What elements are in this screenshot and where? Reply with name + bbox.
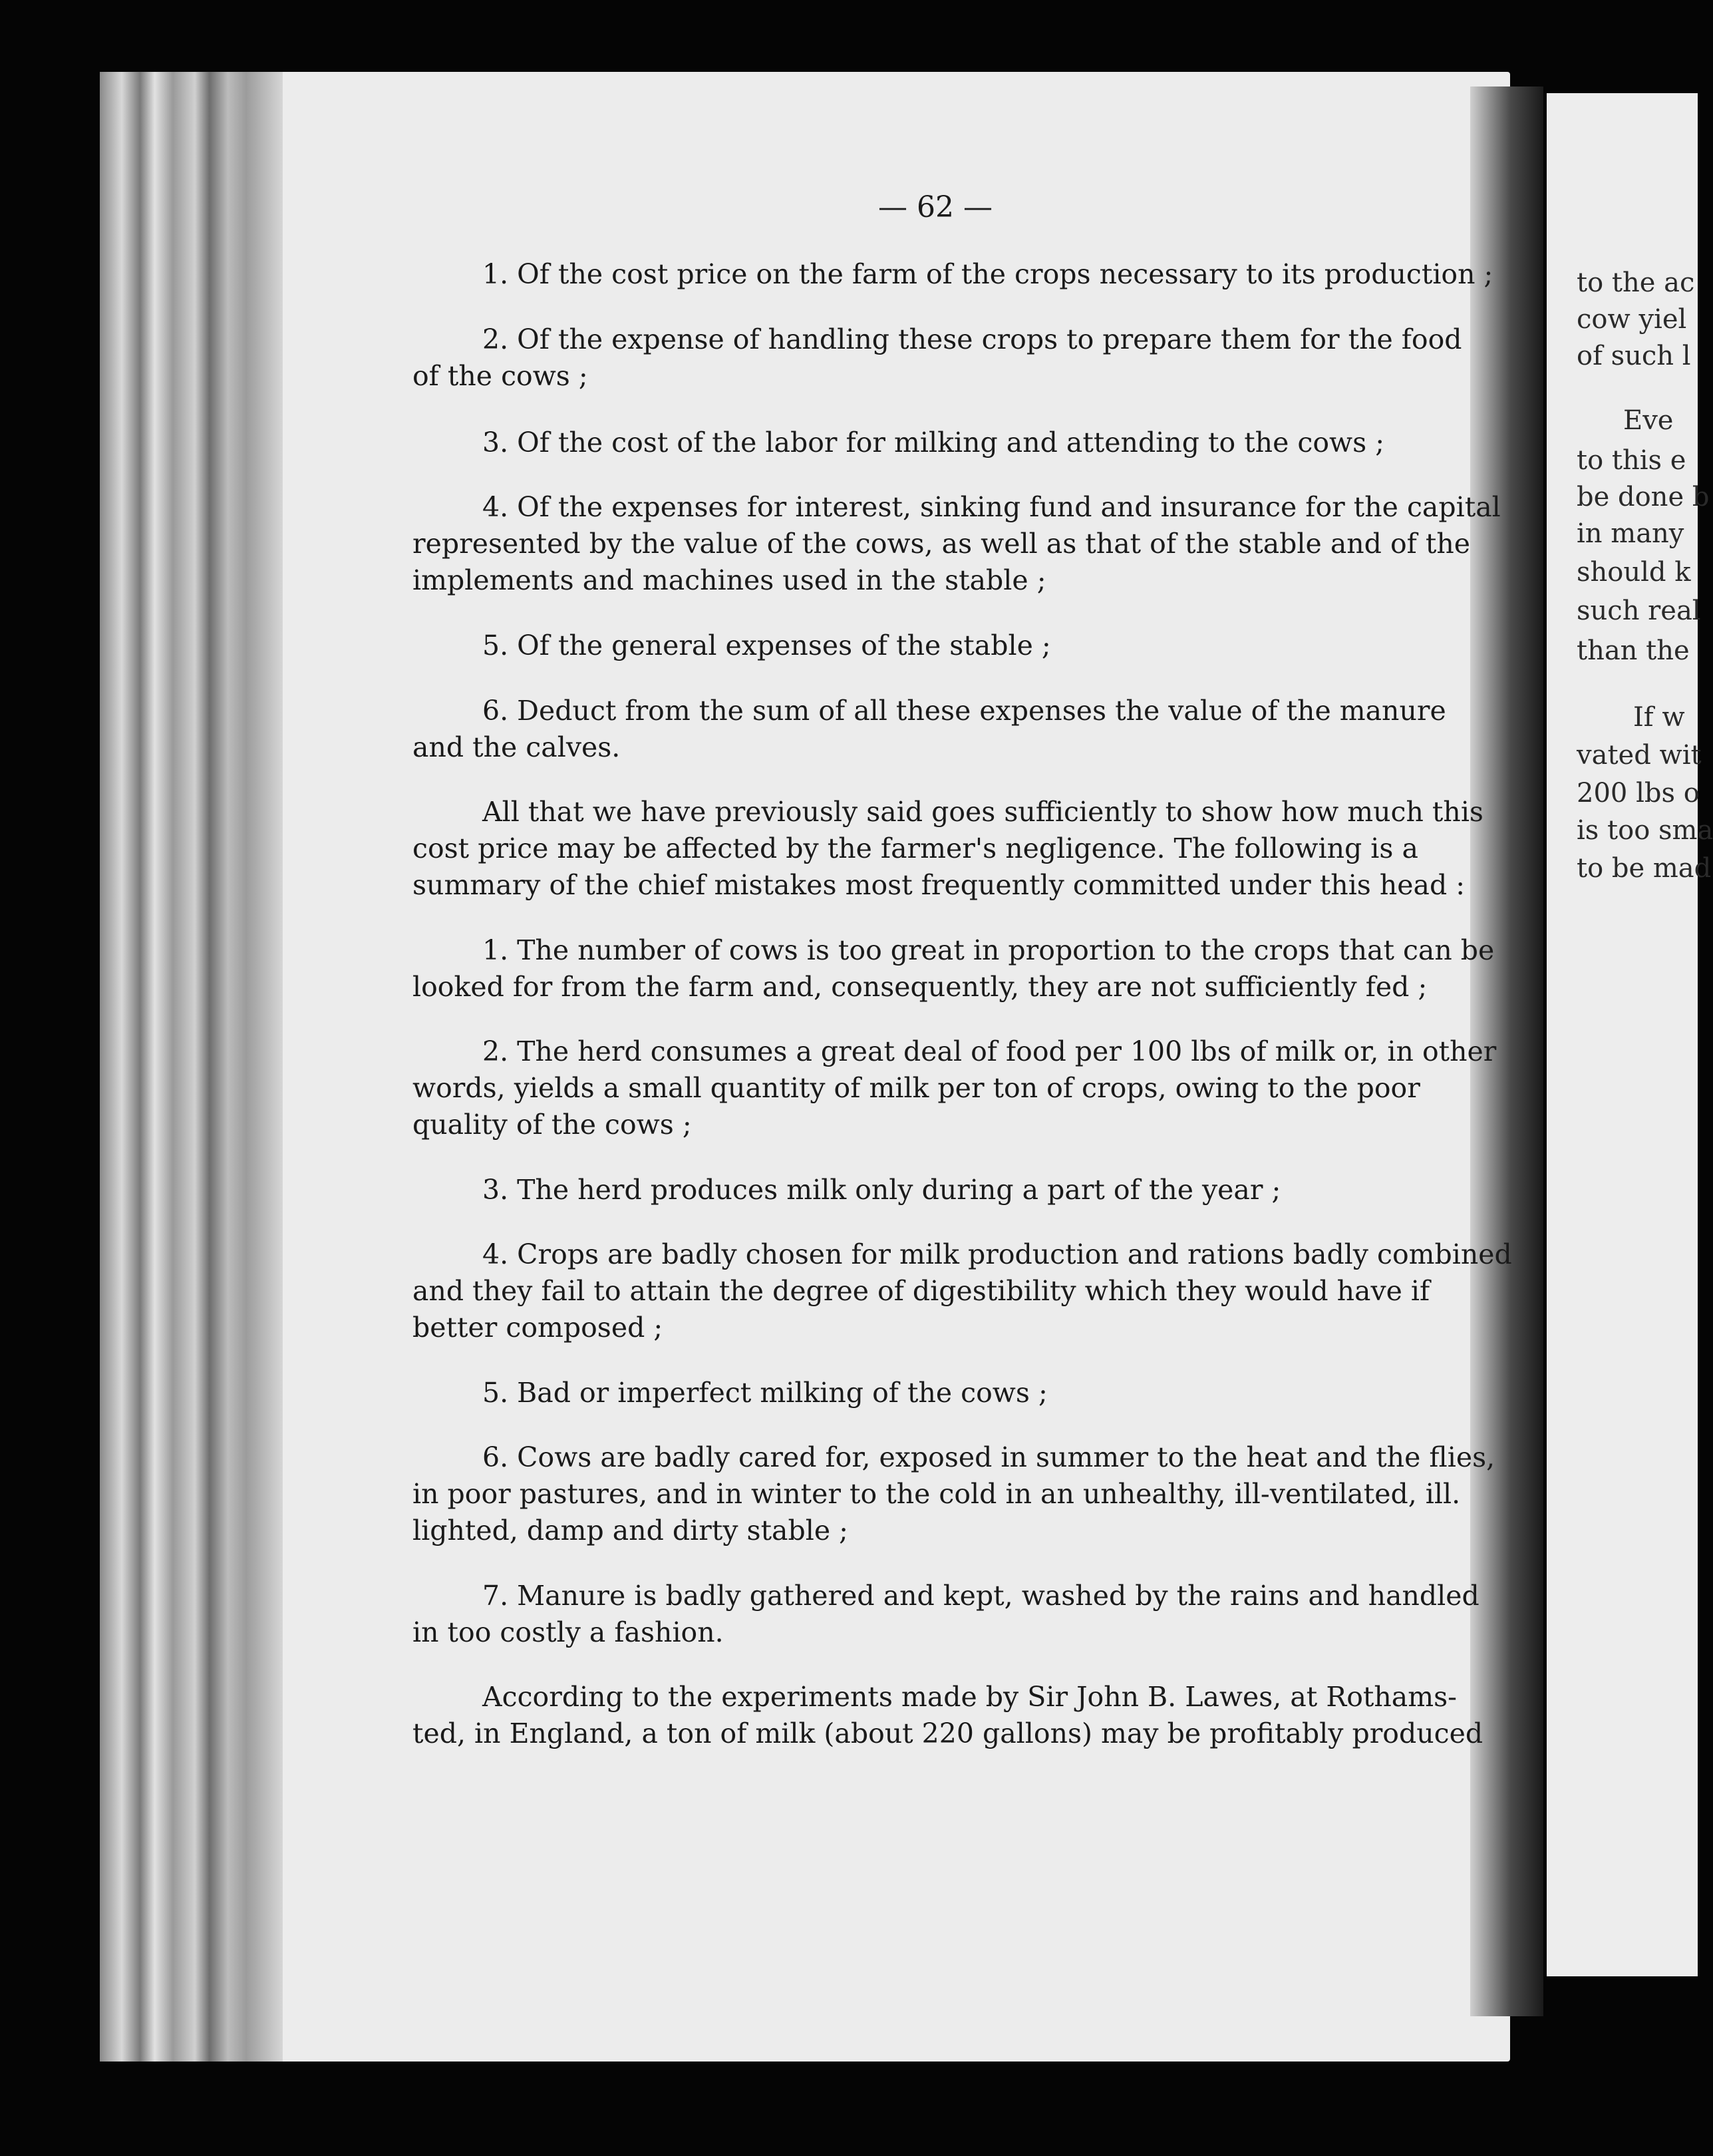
page-number: — 62 — [878,190,993,224]
text-line: in too costly a fashion. [412,1616,724,1648]
text-line: 1. The number of cows is too great in proportion to the crops that can be [482,934,1495,966]
fragment-line: be done b [1577,482,1710,512]
fragment-line: such real [1577,596,1701,626]
text-line: implements and machines used in the stable ; [412,564,1046,596]
text-line: 6. Deduct from the sum of all these expenses the value of the manure [482,695,1446,727]
fragment-line: to this e [1577,445,1686,476]
fragment-line: 200 lbs o [1577,778,1700,808]
text-line: All that we have previously said goes sufficiently to show how much this [482,796,1483,828]
fragment-line: in many [1577,518,1684,549]
fragment-line: of such l [1577,341,1691,371]
text-line: ted, in England, a ton of milk (about 220 gallons) may be profitably produced [412,1717,1483,1749]
text-line: 3. Of the cost of the labor for milking and attending to the cows ; [482,427,1385,458]
page-edges [100,72,283,2062]
text-line: 3. The herd produces milk only during a part of the year ; [482,1174,1281,1206]
fragment-line: than the [1577,635,1690,666]
fragment-line: to be mad [1577,853,1712,884]
text-line: 5. Of the general expenses of the stable ; [482,629,1051,661]
fragment-line: vated wit [1577,740,1702,771]
text-line: of the cows ; [412,360,588,392]
text-line: 1. Of the cost price on the farm of the crops necessary to its production ; [482,258,1493,290]
text-line: quality of the cows ; [412,1109,692,1141]
text-line: 5. Bad or imperfect milking of the cows ; [482,1377,1048,1409]
text-line: summary of the chief mistakes most frequently committed under this head : [412,869,1466,901]
text-line: According to the experiments made by Sir John B. Lawes, at Rothams- [482,1681,1457,1713]
fragment-line: If w [1633,702,1685,733]
text-line: looked for from the farm and, consequently, they are not sufficiently fed ; [412,971,1428,1003]
fragment-line: should k [1577,557,1691,588]
text-line: and the calves. [412,731,621,763]
text-line: 4. Crops are badly chosen for milk production and rations badly combined [482,1238,1512,1270]
text-line: represented by the value of the cows, as well as that of the stable and of the [412,528,1470,560]
text-line: 2. The herd consumes a great deal of food per 100 lbs of milk or, in other [482,1035,1497,1067]
text-line: 2. Of the expense of handling these crops to prepare them for the food [482,323,1462,355]
text-line: better composed ; [412,1312,663,1344]
text-line: 7. Manure is badly gathered and kept, washed by the rains and handled [482,1580,1479,1612]
fragment-line: is too sma [1577,815,1713,846]
text-line: words, yields a small quantity of milk per ton of crops, owing to the poor [412,1072,1420,1104]
text-line: in poor pastures, and in winter to the cold in an unhealthy, ill-ventilated, ill. [412,1478,1461,1510]
text-line: cost price may be affected by the farmer's negligence. The following is a [412,832,1418,864]
text-line: 4. Of the expenses for interest, sinking fund and insurance for the capital [482,491,1501,523]
text-line: lighted, damp and dirty stable ; [412,1515,848,1546]
text-line: and they fail to attain the degree of digestibility which they would have if [412,1275,1430,1307]
fragment-line: Eve [1623,405,1674,436]
fragment-line: cow yiel [1577,304,1687,335]
text-line: 6. Cows are badly cared for, exposed in summer to the heat and the flies, [482,1441,1495,1473]
right-page [1547,93,1698,1976]
fragment-line: to the ac [1577,268,1695,298]
